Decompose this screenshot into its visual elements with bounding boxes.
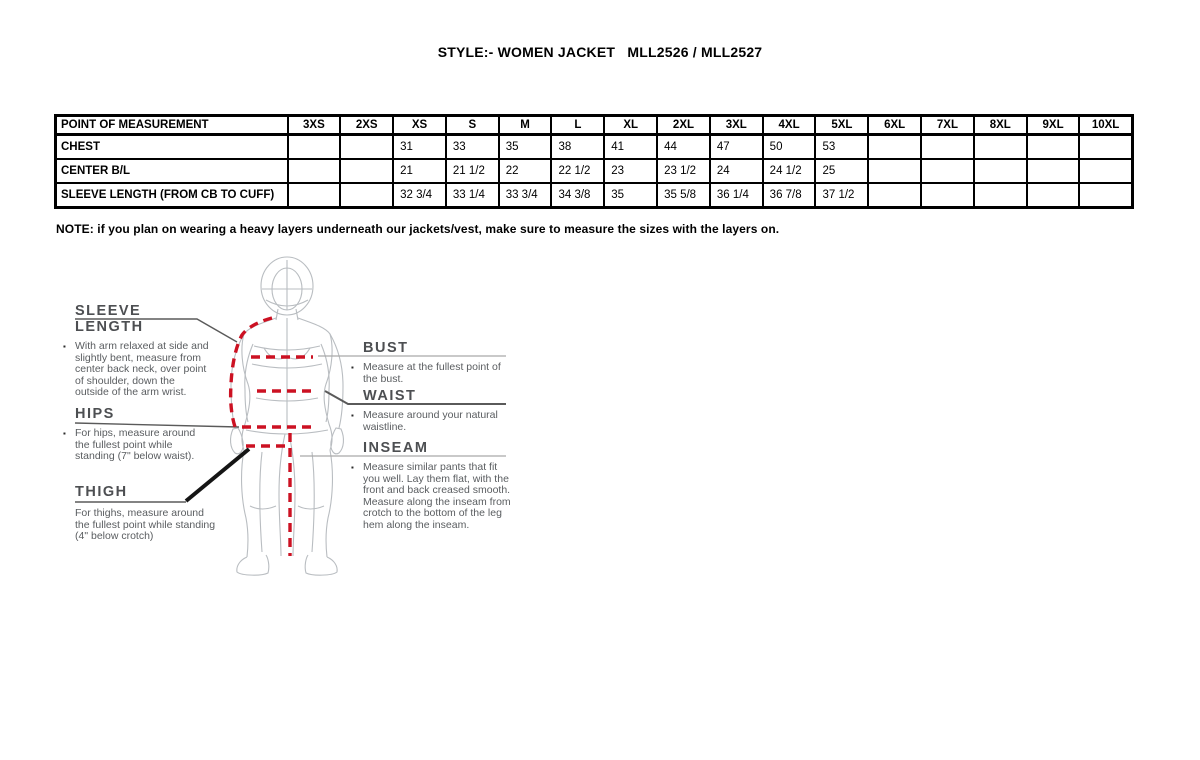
size-column-header: 10XL bbox=[1079, 116, 1132, 135]
size-column-header: 3XL bbox=[710, 116, 763, 135]
waist-description: Measure around your natural waistline. bbox=[363, 409, 498, 433]
measurement-value-cell: 24 bbox=[710, 159, 763, 183]
size-column-header: 8XL bbox=[974, 116, 1027, 135]
measurement-row-label: CHEST bbox=[56, 135, 288, 160]
size-column-header: 6XL bbox=[868, 116, 921, 135]
sleeve-length-section bbox=[63, 303, 209, 399]
measurement-value-cell bbox=[1079, 135, 1132, 160]
measurement-value-cell: 32 3/4 bbox=[393, 183, 446, 208]
sleeve-length-description: With arm relaxed at side and slightly bent, measure from center back neck, over point of shoulder, down the outside of the arm wrist. bbox=[75, 340, 209, 398]
measurement-value-cell bbox=[921, 159, 974, 183]
measurement-value-cell: 25 bbox=[815, 159, 868, 183]
measurement-value-cell: 53 bbox=[815, 135, 868, 160]
measurement-table bbox=[54, 114, 1134, 209]
measurement-value-cell bbox=[921, 135, 974, 160]
bust-description: Measure at the fullest point of the bust. bbox=[363, 361, 501, 385]
measurement-row-label: CENTER B/L bbox=[56, 159, 288, 183]
sleeve-measure-line bbox=[231, 318, 272, 427]
measurement-value-cell: 38 bbox=[551, 135, 604, 160]
bullet-icon: ▪ bbox=[351, 463, 354, 472]
measurement-row-label: SLEEVE LENGTH (FROM CB TO CUFF) bbox=[56, 183, 288, 208]
size-column-header: 4XL bbox=[763, 116, 816, 135]
waist-section bbox=[351, 388, 503, 433]
size-column-header: S bbox=[446, 116, 499, 135]
body-wireframe bbox=[231, 257, 344, 575]
inseam-section bbox=[351, 440, 511, 531]
bullet-icon: ▪ bbox=[63, 429, 66, 438]
measurement-value-cell bbox=[1079, 183, 1132, 208]
sleeve-length-heading: SLEEVE LENGTH bbox=[75, 303, 144, 335]
measurement-value-cell bbox=[340, 135, 393, 160]
size-column-header: 2XS bbox=[340, 116, 393, 135]
measurement-value-cell: 35 bbox=[499, 135, 552, 160]
hips-heading: HIPS bbox=[75, 406, 115, 422]
size-column-header: L bbox=[551, 116, 604, 135]
measurement-value-cell: 31 bbox=[393, 135, 446, 160]
measurement-value-cell: 36 1/4 bbox=[710, 183, 763, 208]
bullet-icon: ▪ bbox=[351, 363, 354, 372]
measurement-value-cell bbox=[1027, 183, 1080, 208]
bust-heading: BUST bbox=[363, 340, 409, 356]
measurement-value-cell: 33 bbox=[446, 135, 499, 160]
size-column-header: 5XL bbox=[815, 116, 868, 135]
size-column-header: XL bbox=[604, 116, 657, 135]
waist-heading: WAIST bbox=[363, 388, 417, 404]
measurement-value-cell: 21 bbox=[393, 159, 446, 183]
measurement-value-cell: 33 1/4 bbox=[446, 183, 499, 208]
measurement-value-cell bbox=[868, 183, 921, 208]
size-column-header: 9XL bbox=[1027, 116, 1080, 135]
thigh-heading: THIGH bbox=[75, 484, 128, 500]
measurement-value-cell bbox=[1079, 159, 1132, 183]
bust-section bbox=[351, 340, 503, 385]
measurement-value-cell bbox=[340, 159, 393, 183]
page-title: STYLE:- WOMEN JACKET MLL2526 / MLL2527 bbox=[437, 44, 763, 60]
measurement-value-cell bbox=[974, 183, 1027, 208]
measurement-value-cell: 37 1/2 bbox=[815, 183, 868, 208]
measurement-value-cell bbox=[868, 159, 921, 183]
measurement-value-cell: 23 1/2 bbox=[657, 159, 710, 183]
measurement-value-cell: 35 5/8 bbox=[657, 183, 710, 208]
measurement-value-cell: 22 bbox=[499, 159, 552, 183]
measurement-value-cell: 22 1/2 bbox=[551, 159, 604, 183]
measurement-value-cell bbox=[974, 135, 1027, 160]
measurement-value-cell bbox=[921, 183, 974, 208]
measurement-value-cell: 44 bbox=[657, 135, 710, 160]
table-row bbox=[56, 183, 1133, 208]
measurement-value-cell bbox=[288, 159, 341, 183]
thigh-description: For thighs, measure around the fullest point while standing (4" below crotch) bbox=[75, 507, 216, 542]
measurement-value-cell bbox=[1027, 135, 1080, 160]
hips-section bbox=[63, 406, 209, 463]
bullet-icon bbox=[63, 508, 75, 543]
measurement-value-cell bbox=[868, 135, 921, 160]
note-text: NOTE: if you plan on wearing a heavy layers underneath our jackets/vest, make sure to measure the sizes with the layers on. bbox=[56, 222, 780, 236]
size-column-header: 2XL bbox=[657, 116, 710, 135]
measurement-value-cell: 24 1/2 bbox=[763, 159, 816, 183]
measurement-value-cell bbox=[974, 159, 1027, 183]
size-column-header: 7XL bbox=[921, 116, 974, 135]
measurement-value-cell: 21 1/2 bbox=[446, 159, 499, 183]
size-column-header: 3XS bbox=[288, 116, 341, 135]
hips-description: For hips, measure around the fullest point while standing (7" below waist). bbox=[75, 427, 196, 462]
measurement-value-cell: 41 bbox=[604, 135, 657, 160]
inseam-heading: INSEAM bbox=[363, 440, 429, 456]
measurement-value-cell bbox=[288, 183, 341, 208]
measurement-value-cell bbox=[288, 135, 341, 160]
measurement-value-cell: 33 3/4 bbox=[499, 183, 552, 208]
measurement-value-cell: 23 bbox=[604, 159, 657, 183]
table-header-row bbox=[56, 116, 1133, 135]
table-row bbox=[56, 135, 1133, 160]
size-column-header: POINT OF MEASUREMENT bbox=[56, 116, 288, 135]
measurement-value-cell: 47 bbox=[710, 135, 763, 160]
bullet-icon: ▪ bbox=[351, 411, 354, 420]
bullet-icon: ▪ bbox=[63, 342, 66, 351]
measurement-value-cell: 50 bbox=[763, 135, 816, 160]
measurement-value-cell: 34 3/8 bbox=[551, 183, 604, 208]
inseam-description: Measure similar pants that fit you well. Lay them flat, with the front and back creased smooth. Measure along the inseam from crotch to the bottom of the leg hem along the inseam. bbox=[363, 461, 511, 531]
measurement-value-cell: 36 7/8 bbox=[763, 183, 816, 208]
table-row bbox=[56, 159, 1133, 183]
size-column-header: M bbox=[499, 116, 552, 135]
thigh-section bbox=[75, 484, 220, 543]
measurement-value-cell bbox=[340, 183, 393, 208]
size-column-header: XS bbox=[393, 116, 446, 135]
measurement-value-cell: 35 bbox=[604, 183, 657, 208]
measurement-value-cell bbox=[1027, 159, 1080, 183]
